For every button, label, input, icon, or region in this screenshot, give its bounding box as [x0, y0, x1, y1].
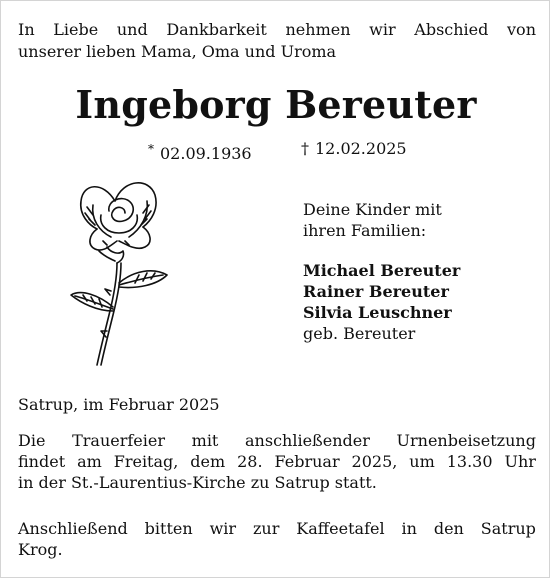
word: in — [401, 519, 417, 538]
family-member-note: geb. Bereuter — [303, 324, 416, 343]
word: findet — [18, 452, 66, 471]
word: Die — [18, 431, 46, 450]
ceremony-text — [18, 430, 536, 493]
word: Trauerfeier — [72, 431, 165, 450]
closing-line-1 — [18, 518, 536, 539]
place-date: Satrup, im Februar 2025 — [18, 395, 220, 414]
birth-date: 02.09.1936 — [160, 144, 252, 163]
word: dem — [190, 452, 226, 471]
death-date-group — [301, 138, 407, 160]
birth-star-icon: * — [148, 142, 154, 156]
ceremony-line-1 — [18, 430, 536, 451]
word: von — [507, 20, 536, 39]
death-date: 12.02.2025 — [315, 139, 407, 158]
family-heading-line-2: ihren Familien: — [303, 221, 427, 240]
family-spacer — [303, 241, 543, 260]
word: Kaffeetafel — [296, 519, 385, 538]
word: In — [18, 20, 35, 39]
ceremony-line-2 — [18, 451, 536, 472]
word: anschließender — [245, 431, 370, 450]
death-cross-icon: † — [301, 139, 309, 158]
word: 28. — [237, 452, 263, 471]
word: Februar — [274, 452, 340, 471]
word: wir — [209, 519, 237, 538]
life-dates — [1, 138, 550, 162]
word: den — [433, 519, 464, 538]
intro-line-1 — [18, 19, 536, 41]
intro-line-2: unserer lieben Mama, Oma und Uroma — [18, 42, 337, 61]
rose-icon — [63, 171, 175, 371]
word: Abschied — [414, 20, 489, 39]
intro-text — [18, 19, 536, 63]
word: am — [77, 452, 102, 471]
word: und — [116, 20, 148, 39]
family-member: Silvia Leuschner — [303, 303, 452, 322]
family-member: Michael Bereuter — [303, 261, 461, 280]
closing-text — [18, 518, 536, 560]
word: Freitag, — [113, 452, 179, 471]
family-heading-line-1: Deine Kinder mit — [303, 200, 442, 219]
word: 2025, — [351, 452, 398, 471]
word: Liebe — [53, 20, 99, 39]
word: wir — [369, 20, 396, 39]
word: Urnenbeisetzung — [396, 431, 536, 450]
family-block — [303, 199, 543, 344]
ceremony-line-3: in der St.-Laurentius-Kirche zu Satrup statt. — [18, 473, 377, 492]
birth-date-group — [148, 138, 252, 165]
word: um — [409, 452, 435, 471]
word: mit — [191, 431, 219, 450]
word: 13.30 — [446, 452, 493, 471]
word: bitten — [144, 519, 193, 538]
deceased-name: Ingeborg Bereuter — [75, 82, 477, 127]
word: nehmen — [285, 20, 351, 39]
closing-line-2: Krog. — [18, 540, 63, 559]
word: Dankbarkeit — [166, 20, 267, 39]
family-member: Rainer Bereuter — [303, 282, 449, 301]
word: Satrup — [480, 519, 536, 538]
word: zur — [252, 519, 280, 538]
word: Anschließend — [18, 519, 128, 538]
word: Uhr — [504, 452, 536, 471]
